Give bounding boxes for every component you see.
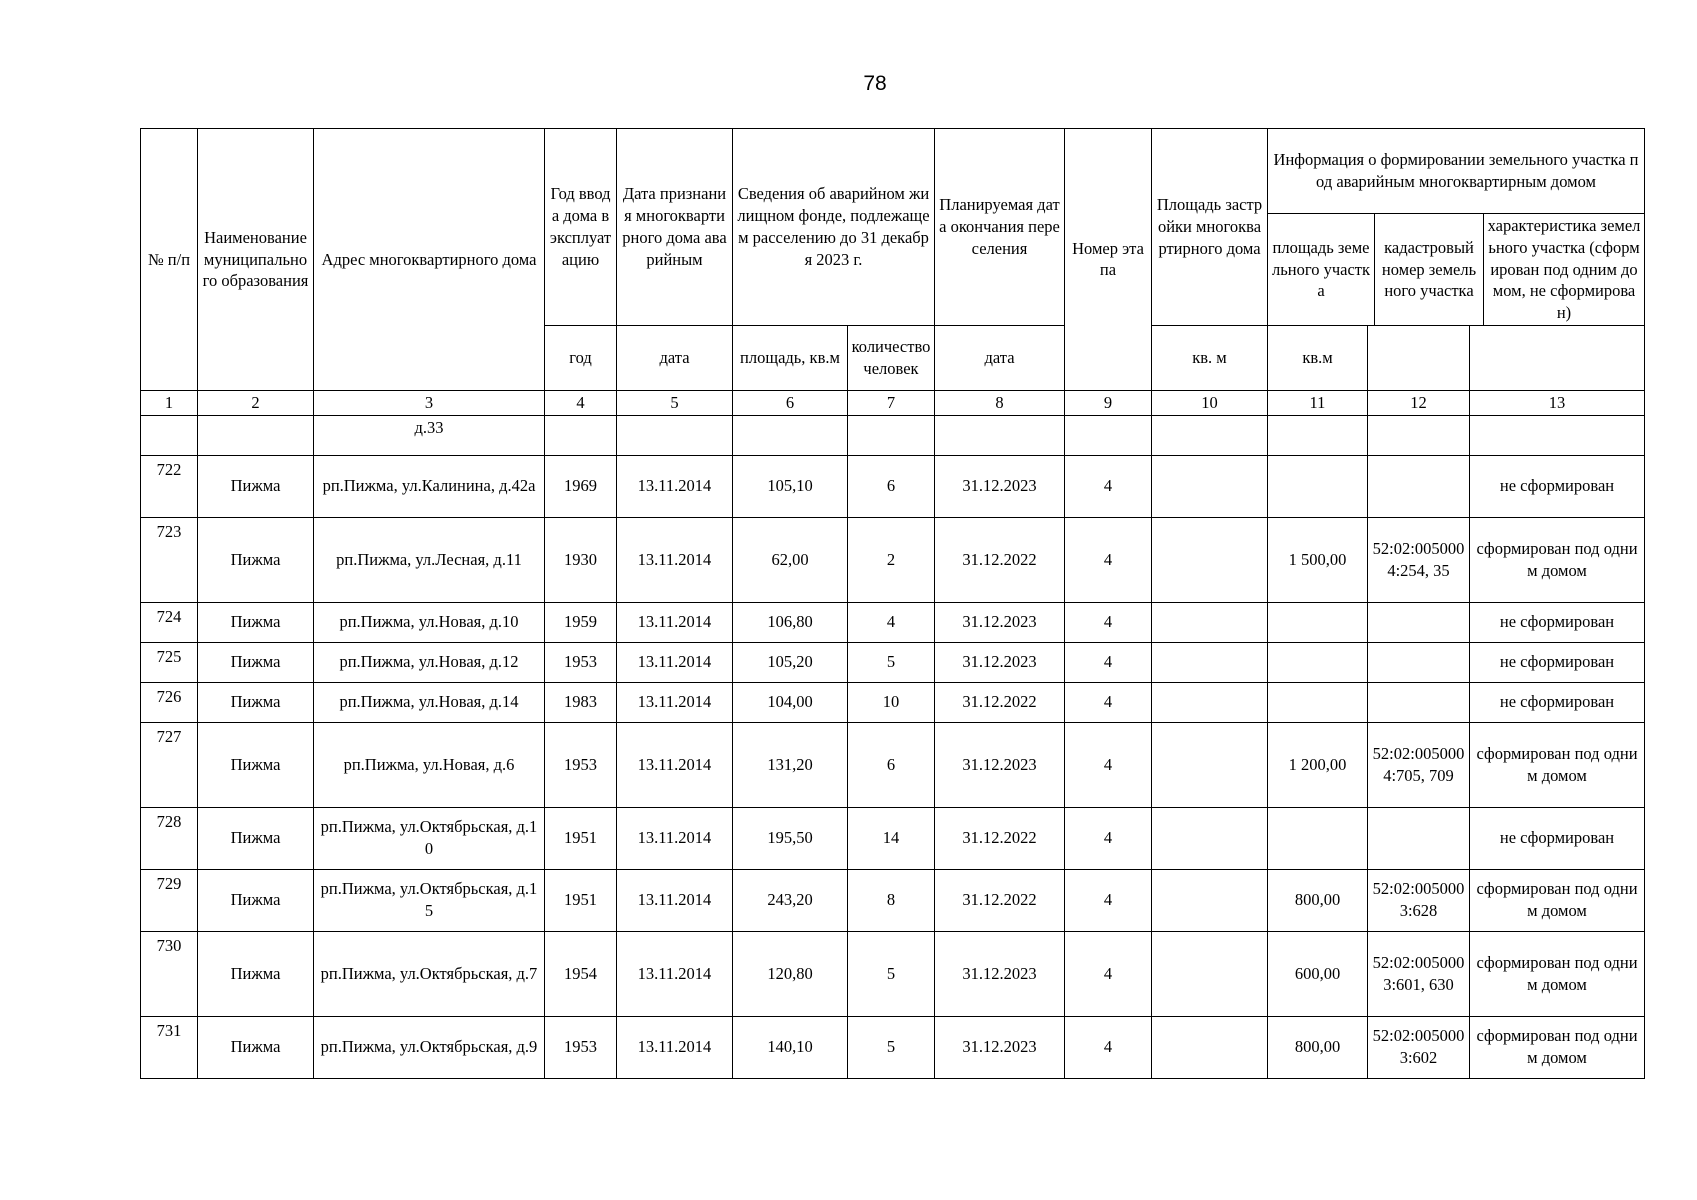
cell-year: 1969 — [545, 455, 617, 517]
cell-date: 13.11.2014 — [617, 1016, 733, 1078]
cell-address: рп.Пижма, ул.Октябрьская, д.7 — [314, 931, 545, 1016]
table-row — [141, 807, 1645, 869]
cell-name: Пижма — [198, 602, 314, 642]
cell-date: 13.11.2014 — [617, 807, 733, 869]
unit-date-5: дата — [617, 325, 733, 390]
table-header — [141, 129, 1645, 416]
cell-address: рп.Пижма, ул.Октябрьская, д.10 — [314, 807, 545, 869]
column-number-9: 9 — [1065, 390, 1152, 415]
cell-build-area — [1152, 517, 1268, 602]
cell-planned: 31.12.2023 — [935, 455, 1065, 517]
cell-address: рп.Пижма, ул.Октябрьская, д.9 — [314, 1016, 545, 1078]
cell-name: Пижма — [198, 517, 314, 602]
cell-area: 195,50 — [733, 807, 848, 869]
cell-name: Пижма — [198, 722, 314, 807]
cell-address: рп.Пижма, ул.Новая, д.14 — [314, 682, 545, 722]
cell-name: Пижма — [198, 455, 314, 517]
table-row — [141, 1016, 1645, 1078]
cell-date: 13.11.2014 — [617, 642, 733, 682]
cell-land-char: не сформирован — [1470, 602, 1645, 642]
unit-m-11: кв.м — [1268, 325, 1368, 390]
cell-year: 1954 — [545, 931, 617, 1016]
cell-date: 13.11.2014 — [617, 602, 733, 642]
cell-n: 725 — [141, 642, 198, 682]
cell-address: рп.Пижма, ул.Новая, д.6 — [314, 722, 545, 807]
cell-n: 724 — [141, 602, 198, 642]
cell-n: 728 — [141, 807, 198, 869]
cell-cadastral — [1368, 807, 1470, 869]
cell-address: рп.Пижма, ул.Лесная, д.11 — [314, 517, 545, 602]
cell-date: 13.11.2014 — [617, 517, 733, 602]
header-num: № п/п — [141, 129, 198, 391]
cell-land-char: не сформирован — [1470, 455, 1645, 517]
table-row — [141, 517, 1645, 602]
cell-area: 120,80 — [733, 931, 848, 1016]
cell-land-area: 1 500,00 — [1268, 517, 1368, 602]
unit-empty-13 — [1470, 325, 1645, 390]
cell-address: рп.Пижма, ул.Новая, д.10 — [314, 602, 545, 642]
cell-build-area — [1152, 931, 1268, 1016]
cell-stage: 4 — [1065, 517, 1152, 602]
cell-area: 104,00 — [733, 682, 848, 722]
cell-area: 243,20 — [733, 869, 848, 931]
cell-land-area: 600,00 — [1268, 931, 1368, 1016]
cell-cadastral — [1368, 642, 1470, 682]
cell-land-area — [1268, 682, 1368, 722]
cell-planned: 31.12.2022 — [935, 682, 1065, 722]
cell-land-char: сформирован под одним домом — [1470, 869, 1645, 931]
table-row — [141, 455, 1645, 517]
cell-year: 1953 — [545, 722, 617, 807]
resettlement-table — [140, 128, 1645, 1079]
header-land-area: площадь земельного участка — [1268, 214, 1375, 325]
cell-build-area — [1152, 1016, 1268, 1078]
cell-cadastral: 52:02:0050003:602 — [1368, 1016, 1470, 1078]
cell-land-area — [1268, 807, 1368, 869]
cell-address: рп.Пижма, ул.Калинина, д.42а — [314, 455, 545, 517]
header-date-recognized: Дата признания многоквартирного дома аварийным — [617, 129, 733, 326]
column-number-12: 12 — [1368, 390, 1470, 415]
header-municipality: Наименование муниципального образования — [198, 129, 314, 391]
cell-stage: 4 — [1065, 455, 1152, 517]
cell-name: Пижма — [198, 1016, 314, 1078]
cell-build-area — [1152, 722, 1268, 807]
cell-area: 131,20 — [733, 722, 848, 807]
cell-area: 62,00 — [733, 517, 848, 602]
cell-land-area: 800,00 — [1268, 1016, 1368, 1078]
column-number-11: 11 — [1268, 390, 1368, 415]
cell-build-area — [1152, 682, 1268, 722]
cell-address: рп.Пижма, ул.Октябрьская, д.15 — [314, 869, 545, 931]
cell-people: 6 — [848, 455, 935, 517]
cell-stage: 4 — [1065, 602, 1152, 642]
cell-land-area — [1268, 455, 1368, 517]
table-row — [141, 602, 1645, 642]
carry-over-text: д.33 — [314, 415, 545, 455]
cell-people: 14 — [848, 807, 935, 869]
column-number-6: 6 — [733, 390, 848, 415]
table-body — [141, 415, 1645, 1078]
cell-area: 140,10 — [733, 1016, 848, 1078]
cell-planned: 31.12.2023 — [935, 931, 1065, 1016]
column-number-3: 3 — [314, 390, 545, 415]
unit-area: площадь, кв.м — [733, 325, 848, 390]
cell-year: 1951 — [545, 869, 617, 931]
cell-name: Пижма — [198, 682, 314, 722]
cell-name: Пижма — [198, 869, 314, 931]
unit-year: год — [545, 325, 617, 390]
cell-area: 105,10 — [733, 455, 848, 517]
cell-build-area — [1152, 455, 1268, 517]
cell-land-char: не сформирован — [1470, 807, 1645, 869]
cell-cadastral: 52:02:0050004:254, 35 — [1368, 517, 1470, 602]
cell-year: 1953 — [545, 642, 617, 682]
table-row — [141, 722, 1645, 807]
cell-planned: 31.12.2023 — [935, 1016, 1065, 1078]
table-row — [141, 931, 1645, 1016]
column-number-10: 10 — [1152, 390, 1268, 415]
cell-planned: 31.12.2022 — [935, 807, 1065, 869]
column-number-5: 5 — [617, 390, 733, 415]
header-stage: Номер этапа — [1065, 129, 1152, 391]
cell-people: 5 — [848, 642, 935, 682]
cell-n: 723 — [141, 517, 198, 602]
header-cadastral: кадастровый номер земельного участка — [1375, 214, 1484, 325]
cell-people: 5 — [848, 1016, 935, 1078]
header-land-char: характеристика земельного участка (сформирован под одним домом, не сформирован) — [1487, 216, 1641, 323]
cell-people: 4 — [848, 602, 935, 642]
cell-land-char: сформирован под одним домом — [1470, 722, 1645, 807]
column-number-4: 4 — [545, 390, 617, 415]
cell-year: 1959 — [545, 602, 617, 642]
unit-people: количество человек — [848, 325, 935, 390]
cell-year: 1983 — [545, 682, 617, 722]
cell-land-area: 1 200,00 — [1268, 722, 1368, 807]
cell-name: Пижма — [198, 931, 314, 1016]
cell-name: Пижма — [198, 642, 314, 682]
unit-empty-12 — [1368, 325, 1470, 390]
cell-build-area — [1152, 642, 1268, 682]
cell-cadastral — [1368, 455, 1470, 517]
cell-stage: 4 — [1065, 1016, 1152, 1078]
cell-people: 6 — [848, 722, 935, 807]
column-number-2: 2 — [198, 390, 314, 415]
cell-stage: 4 — [1065, 642, 1152, 682]
cell-cadastral — [1368, 602, 1470, 642]
cell-n: 729 — [141, 869, 198, 931]
cell-date: 13.11.2014 — [617, 455, 733, 517]
cell-build-area — [1152, 869, 1268, 931]
table-row — [141, 642, 1645, 682]
cell-area: 106,80 — [733, 602, 848, 642]
table-row — [141, 682, 1645, 722]
cell-address: рп.Пижма, ул.Новая, д.12 — [314, 642, 545, 682]
cell-land-char: не сформирован — [1470, 682, 1645, 722]
cell-n: 722 — [141, 455, 198, 517]
cell-n: 730 — [141, 931, 198, 1016]
column-number-13: 13 — [1470, 390, 1645, 415]
cell-planned: 31.12.2023 — [935, 722, 1065, 807]
cell-stage: 4 — [1065, 869, 1152, 931]
cell-year: 1930 — [545, 517, 617, 602]
cell-people: 10 — [848, 682, 935, 722]
cell-year: 1951 — [545, 807, 617, 869]
header-planned-date: Планируемая дата окончания переселения — [935, 129, 1065, 326]
column-number-1: 1 — [141, 390, 198, 415]
cell-stage: 4 — [1065, 807, 1152, 869]
cell-cadastral: 52:02:0050004:705, 709 — [1368, 722, 1470, 807]
table-row — [141, 869, 1645, 931]
header-land-info: Информация о формировании земельного участка под аварийным многоквартирным домом — [1268, 129, 1644, 214]
cell-date: 13.11.2014 — [617, 682, 733, 722]
column-number-row — [141, 390, 1645, 415]
cell-land-char: сформирован под одним домом — [1470, 517, 1645, 602]
unit-m-10: кв. м — [1152, 325, 1268, 390]
header-emergency-fund: Сведения об аварийном жилищном фонде, подлежащем расселению до 31 декабря 2023 г. — [733, 129, 935, 326]
cell-stage: 4 — [1065, 931, 1152, 1016]
cell-stage: 4 — [1065, 722, 1152, 807]
cell-cadastral: 52:02:0050003:628 — [1368, 869, 1470, 931]
cell-n: 726 — [141, 682, 198, 722]
cell-n: 727 — [141, 722, 198, 807]
header-building-area: Площадь застройки многоквартирного дома — [1152, 129, 1268, 326]
column-number-7: 7 — [848, 390, 935, 415]
cell-area: 105,20 — [733, 642, 848, 682]
cell-date: 13.11.2014 — [617, 869, 733, 931]
cell-land-area: 800,00 — [1268, 869, 1368, 931]
cell-build-area — [1152, 602, 1268, 642]
cell-cadastral: 52:02:0050003:601, 630 — [1368, 931, 1470, 1016]
carry-over-row — [141, 415, 1645, 455]
header-year: Год ввода дома в эксплуатацию — [545, 129, 617, 326]
cell-land-area — [1268, 602, 1368, 642]
header-address: Адрес многоквартирного дома — [314, 129, 545, 391]
column-number-8: 8 — [935, 390, 1065, 415]
cell-n: 731 — [141, 1016, 198, 1078]
cell-planned: 31.12.2022 — [935, 869, 1065, 931]
cell-people: 5 — [848, 931, 935, 1016]
cell-land-char: сформирован под одним домом — [1470, 931, 1645, 1016]
header-land-group — [1268, 129, 1645, 326]
cell-build-area — [1152, 807, 1268, 869]
cell-planned: 31.12.2022 — [935, 517, 1065, 602]
cell-land-area — [1268, 642, 1368, 682]
cell-stage: 4 — [1065, 682, 1152, 722]
cell-land-char: не сформирован — [1470, 642, 1645, 682]
cell-land-char: сформирован под одним домом — [1470, 1016, 1645, 1078]
cell-date: 13.11.2014 — [617, 931, 733, 1016]
cell-cadastral — [1368, 682, 1470, 722]
cell-date: 13.11.2014 — [617, 722, 733, 807]
page-number: 78 — [863, 72, 887, 95]
cell-planned: 31.12.2023 — [935, 602, 1065, 642]
cell-people: 2 — [848, 517, 935, 602]
cell-name: Пижма — [198, 807, 314, 869]
cell-year: 1953 — [545, 1016, 617, 1078]
land-subheader — [1268, 129, 1644, 325]
unit-date-8: дата — [935, 325, 1065, 390]
cell-people: 8 — [848, 869, 935, 931]
cell-planned: 31.12.2023 — [935, 642, 1065, 682]
